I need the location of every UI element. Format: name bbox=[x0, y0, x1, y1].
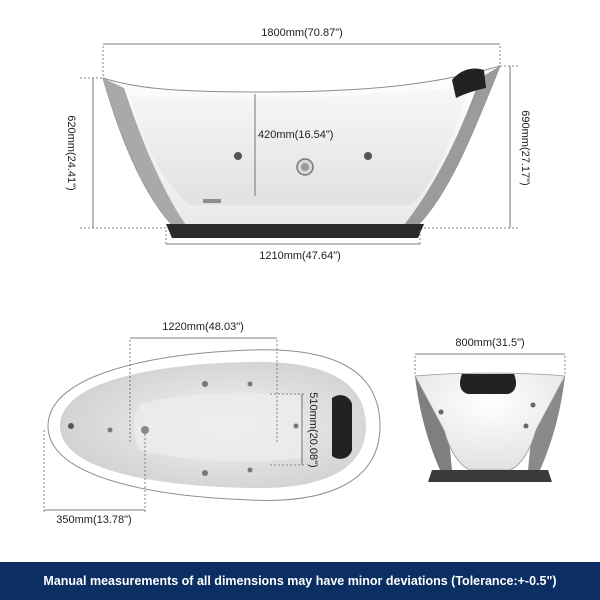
jet-icon bbox=[248, 382, 253, 387]
top-view-floor bbox=[134, 393, 305, 462]
end-view-pillow bbox=[460, 374, 516, 394]
jet-icon bbox=[294, 424, 299, 429]
end-view bbox=[415, 337, 565, 482]
width-label: 800mm(31.5") bbox=[455, 337, 525, 349]
side-view bbox=[65, 27, 531, 262]
dimension-width bbox=[415, 337, 565, 376]
inner-length-label: 1220mm(48.03") bbox=[162, 321, 244, 333]
top-view-pillow bbox=[332, 395, 352, 459]
overall-length-label: 1800mm(70.87") bbox=[261, 27, 343, 39]
drain-offset-label: 350mm(13.78") bbox=[56, 514, 132, 526]
dimension-overall-length bbox=[103, 27, 500, 78]
base-length-label: 1210mm(47.64") bbox=[259, 250, 341, 262]
jet-icon bbox=[108, 428, 113, 433]
jet-icon bbox=[439, 410, 444, 415]
overflow-icon bbox=[203, 199, 221, 203]
inner-depth-label: 420mm(16.54") bbox=[258, 129, 334, 141]
jet-icon bbox=[524, 424, 529, 429]
jet-icon bbox=[364, 152, 372, 160]
side-view-interior bbox=[130, 86, 470, 205]
inner-width-label: 510mm(20.08") bbox=[307, 392, 319, 468]
tolerance-banner bbox=[0, 562, 600, 600]
end-height-label: 620mm(24.41") bbox=[65, 115, 77, 191]
overflow-icon bbox=[68, 423, 74, 429]
end-view-base bbox=[428, 470, 552, 482]
jet-icon bbox=[202, 470, 208, 476]
top-view bbox=[44, 321, 380, 526]
jet-icon bbox=[234, 152, 242, 160]
drain-icon bbox=[141, 426, 149, 434]
tolerance-note: Manual measurements of all dimensions may have minor deviations (Tolerance:+-0.5") bbox=[43, 574, 557, 588]
jet-icon bbox=[531, 403, 536, 408]
jet-icon bbox=[202, 381, 208, 387]
headrest-height-label: 690mm(27.17") bbox=[519, 110, 531, 186]
side-view-base bbox=[166, 224, 424, 238]
drain-icon bbox=[301, 163, 309, 171]
jet-icon bbox=[248, 468, 253, 473]
